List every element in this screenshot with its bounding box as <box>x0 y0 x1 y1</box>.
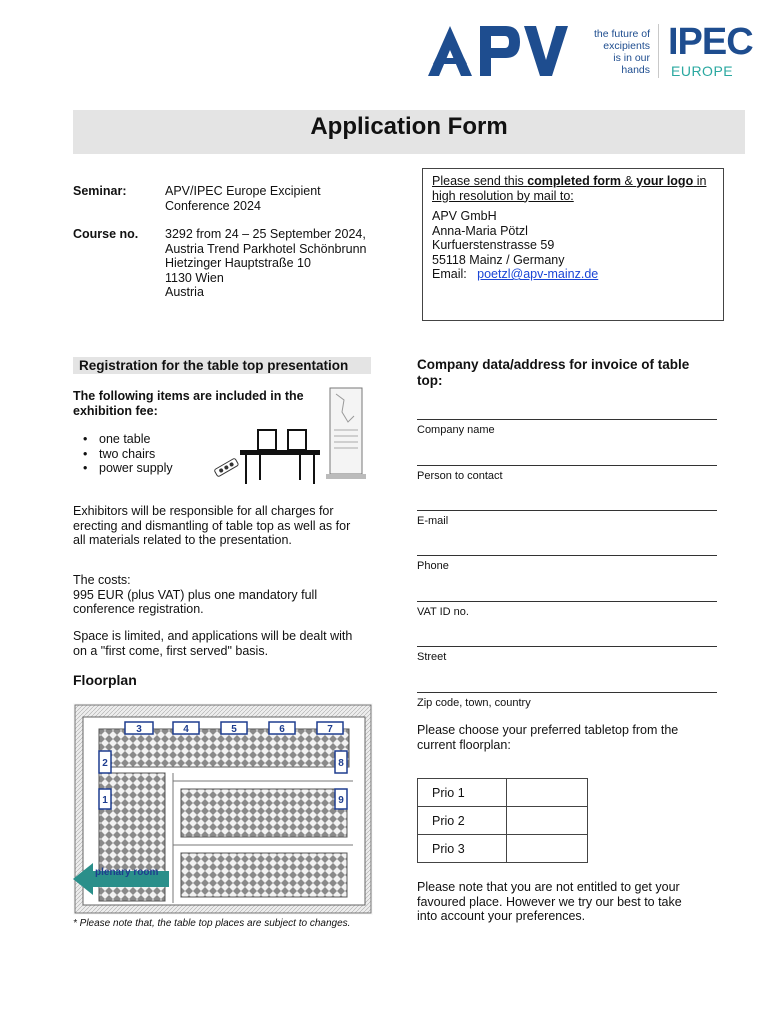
seminar-value: APV/IPEC Europe Excipient Conference 2024 <box>165 184 321 213</box>
apv-logo <box>428 24 568 78</box>
table-spot-5 <box>221 722 247 735</box>
table-spot-3 <box>125 722 153 735</box>
included-items-title: The following items are included in the exhibition fee: <box>73 389 304 418</box>
table-spot-8 <box>335 751 347 773</box>
included-items-list <box>73 432 173 476</box>
priority-table <box>417 778 588 863</box>
floorplan-title: Floorplan <box>73 672 137 688</box>
table-spot-7 <box>317 722 343 735</box>
email-field[interactable]: E-mail <box>417 510 717 527</box>
ipec-logo-text: IPEC <box>668 21 753 63</box>
table-row <box>418 779 588 807</box>
title-bar <box>73 110 745 154</box>
table-spot-9 <box>335 789 347 809</box>
vat-id-field[interactable]: VAT ID no. <box>417 601 717 618</box>
costs-text: The costs: 995 EUR (plus VAT) plus one mandatory full conference registration. <box>73 573 318 616</box>
space-text: Space is limited, and applications will be dealt with on a "first come, first served" basis. <box>73 629 353 658</box>
street-field[interactable]: Street <box>417 646 717 663</box>
floorplan-image <box>73 703 373 915</box>
course-label: Course no. <box>73 227 139 241</box>
list-item: • one table <box>73 432 173 447</box>
list-item: • two chairs <box>73 447 173 462</box>
company-name-field[interactable]: Company name <box>417 419 717 436</box>
svg-text:7: 7 <box>327 724 333 735</box>
table-spot-1 <box>99 789 111 809</box>
registration-heading: Registration for the table top presentation <box>73 357 371 374</box>
email-link[interactable]: poetzl@apv-mainz.de <box>477 267 599 281</box>
phone-field[interactable]: Phone <box>417 555 717 572</box>
svg-text:plenary room: plenary room <box>95 867 159 878</box>
responsibility-text: Exhibitors will be responsible for all charges for erecting and dismantling of table top as well as for all materials related to the presentation. <box>73 504 351 547</box>
table-spot-6 <box>269 722 295 735</box>
table-row <box>418 807 588 835</box>
prio-3-label: Prio 3 <box>418 835 507 863</box>
final-note: Please note that you are not entitled to get your favoured place. However we try our best to take into account your preferences. <box>417 880 682 923</box>
ipec-logo-subtext: EUROPE <box>671 63 734 79</box>
svg-text:2: 2 <box>102 758 108 769</box>
header-divider <box>658 24 659 78</box>
list-item: • power supply <box>73 461 173 476</box>
table-row <box>418 835 588 863</box>
floorplan-note: * Please note that, the table top places are subject to changes. <box>73 918 351 929</box>
svg-text:5: 5 <box>231 724 237 735</box>
prio-3-input[interactable] <box>507 835 588 863</box>
table-spot-2 <box>99 751 111 773</box>
table-chairs-illustration <box>210 384 370 486</box>
page-title: Application Form <box>310 113 508 140</box>
tagline: the future of excipients is in our hands <box>593 28 650 76</box>
svg-text:4: 4 <box>183 724 189 735</box>
prio-2-input[interactable] <box>507 807 588 835</box>
svg-text:8: 8 <box>338 758 344 769</box>
table-spot-4 <box>173 722 199 735</box>
choose-instructions: Please choose your preferred tabletop from the current floorplan: <box>417 723 679 752</box>
send-instructions-box: Please send this completed form & your logo in high resolution by mail to: APV GmbH Anna-Maria Pötzl Kurfuerstenstrasse 59 55118 Mainz / Germany Email: poetzl@apv-mainz.de <box>422 168 724 321</box>
course-value: 3292 from 24 – 25 September 2024, Austria Trend Parkhotel Schönbrunn Hietzinger Hauptstraße 10 1130 Wien Austria <box>165 227 367 299</box>
prio-1-label: Prio 1 <box>418 779 507 807</box>
svg-text:9: 9 <box>338 795 344 806</box>
zip-town-field[interactable]: Zip code, town, country <box>417 692 717 709</box>
contact-person-field[interactable]: Person to contact <box>417 465 717 482</box>
svg-text:1: 1 <box>102 795 108 806</box>
prio-2-label: Prio 2 <box>418 807 507 835</box>
svg-text:3: 3 <box>136 724 142 735</box>
company-heading: Company data/address for invoice of table top: <box>417 357 690 388</box>
seminar-label: Seminar: <box>73 184 127 198</box>
prio-1-input[interactable] <box>507 779 588 807</box>
svg-text:6: 6 <box>279 724 285 735</box>
